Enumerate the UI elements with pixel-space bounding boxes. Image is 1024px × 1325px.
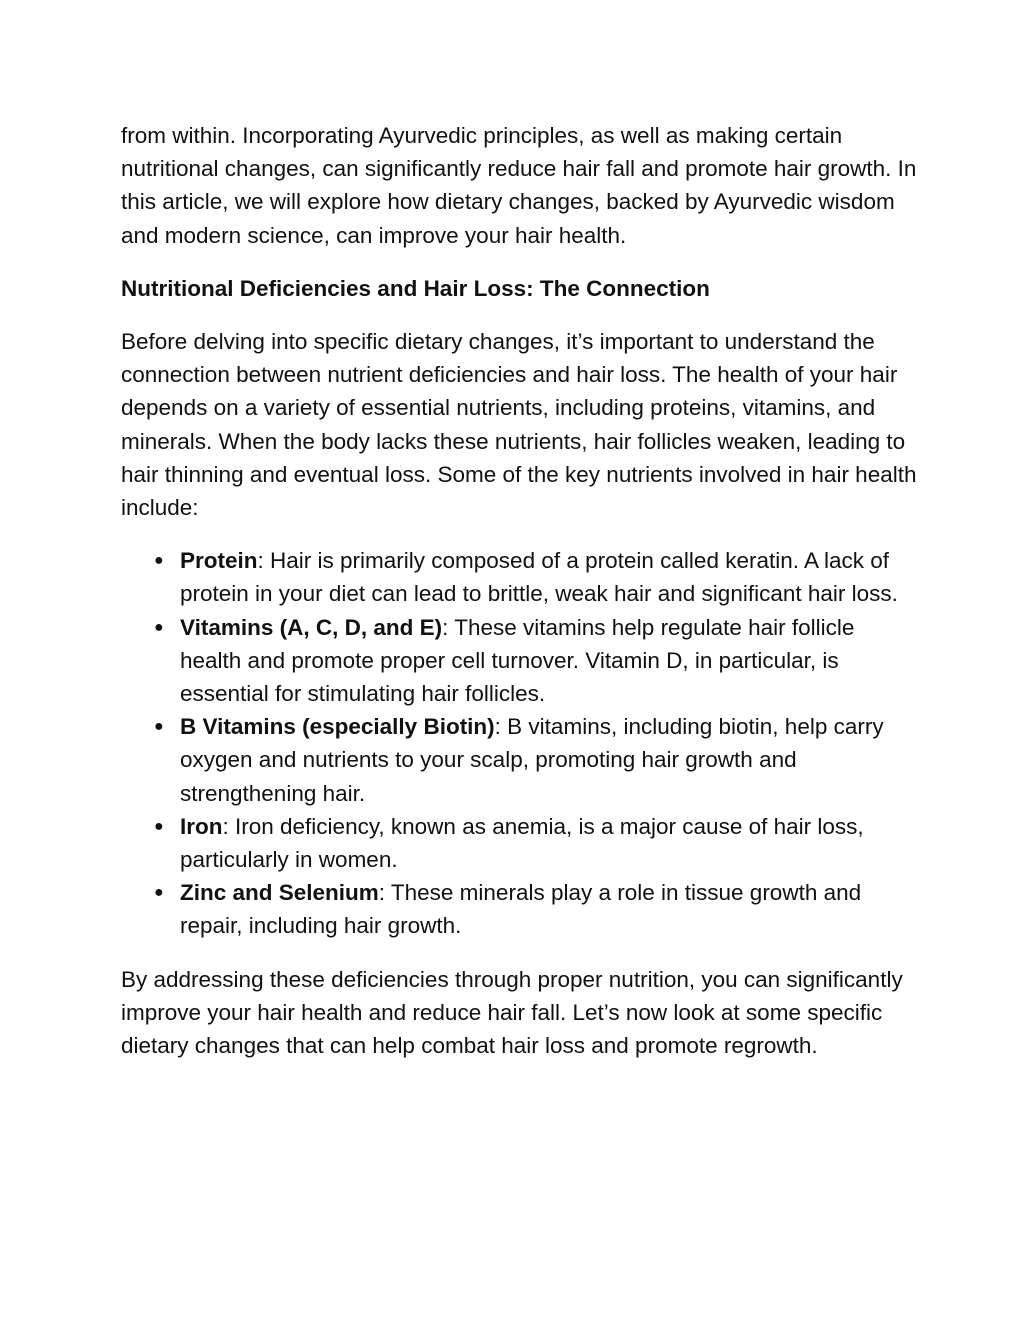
list-item — [121, 810, 921, 876]
nutrient-description: : Iron deficiency, known as anemia, is a major cause of hair loss, particularly in women. — [180, 813, 864, 873]
document-page — [121, 119, 921, 1082]
bullet-icon: ● — [154, 718, 164, 736]
nutrient-term: Vitamins (A, C, D, and E) — [180, 614, 443, 640]
intro-paragraph: from within. Incorporating Ayurvedic principles, as well as making certain nutritional changes, can significantly reduce hair fall and promote hair growth. In this article, we will explore how dietary changes, backed by Ayurvedic wisdom and modern science, can improve your hair health. — [121, 123, 917, 248]
nutrient-term: Iron — [180, 813, 223, 839]
bullet-icon: ● — [154, 817, 164, 835]
bullet-icon: ● — [154, 618, 164, 636]
connection-paragraph: Before delving into specific dietary changes, it’s important to understand the connection between nutrient deficiencies and hair loss. The health of your hair depends on a variety of essential nutrients, including proteins, vitamins, and minerals. When the body lacks these nutrients, hair follicles weaken, leading to hair thinning and eventual loss. Some of the key nutrients involved in hair health include: — [121, 329, 917, 521]
list-item — [121, 611, 921, 711]
nutrient-list — [121, 544, 921, 942]
nutrient-term: Protein — [180, 548, 258, 574]
nutrient-description: : These vitamins help regulate hair follicle health and promote proper cell turnover. Vitamin D, in particular, is essential for stimulating hair follicles. — [180, 614, 855, 707]
nutrient-description: : These minerals play a role in tissue growth and repair, including hair growth. — [180, 880, 862, 939]
section-heading: Nutritional Deficiencies and Hair Loss: The Connection — [121, 275, 710, 301]
closing-paragraph: By addressing these deficiencies through proper nutrition, you can significantly improve your hair health and reduce hair fall. Let’s now look at some specific dietary changes that can help combat hair loss and promote regrowth. — [121, 966, 903, 1059]
bullet-icon: ● — [154, 552, 164, 570]
list-item — [121, 544, 921, 610]
list-item — [121, 876, 921, 942]
bullet-icon: ● — [154, 884, 164, 902]
nutrient-description: : Hair is primarily composed of a protein called keratin. A lack of protein in your diet can lead to brittle, weak hair and significant hair loss. — [180, 548, 898, 607]
nutrient-term: Zinc and Selenium — [180, 880, 379, 906]
nutrient-description: : B vitamins, including biotin, help carry oxygen and nutrients to your scalp, promoting hair growth and strengthening hair. — [180, 714, 884, 806]
nutrient-term: B Vitamins (especially Biotin) — [180, 714, 495, 740]
list-item — [121, 710, 921, 810]
